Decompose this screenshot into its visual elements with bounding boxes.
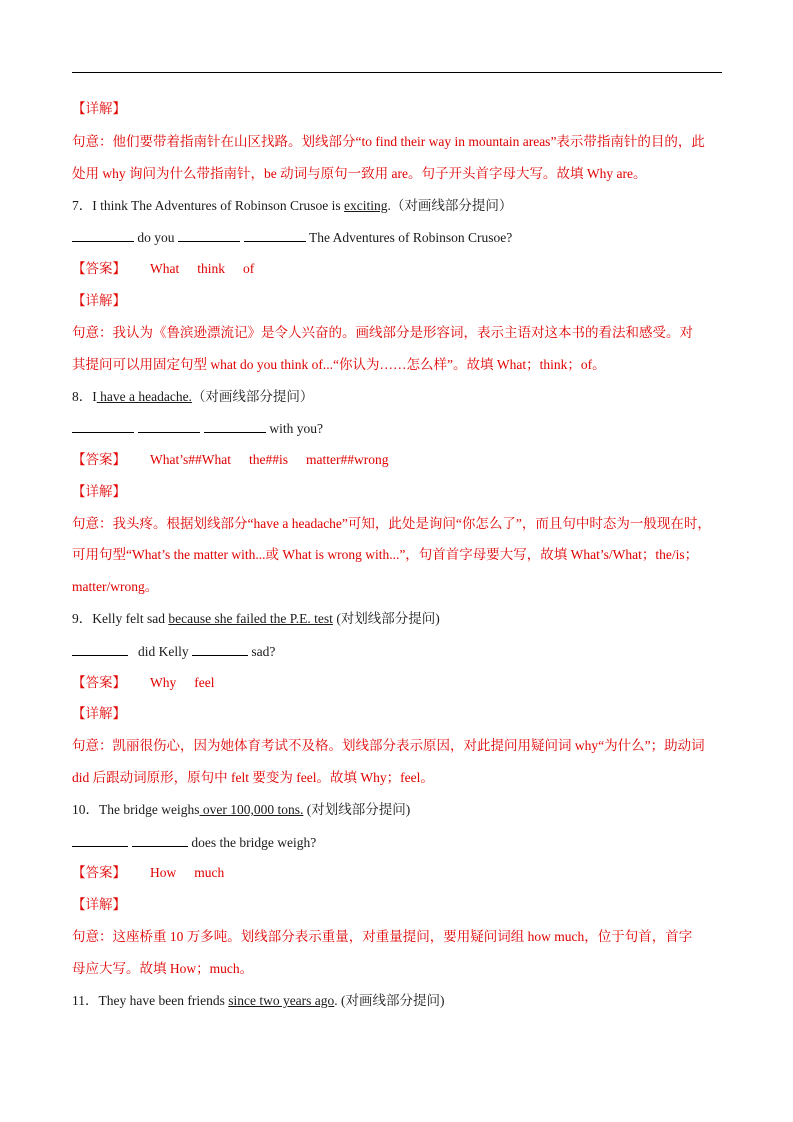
- q8-blank-1[interactable]: [72, 417, 134, 433]
- q8-detail-line3: matter/wrong。: [72, 579, 159, 594]
- q10-answer: [72, 862, 724, 884]
- q6-detail-line2: 处用 why 询问为什么带指南针，be 动词与原句一致用 are。句子开头首字母大写。故填 Why are。: [72, 166, 647, 181]
- q10-text-pre: The bridge weighs: [99, 802, 200, 817]
- q7-detail-line1: 句意：我认为《鲁滨逊漂流记》是令人兴奋的。画线部分是形容词，表示主语对这本书的看法和感受。对: [72, 325, 693, 340]
- q8-blank-2[interactable]: [138, 417, 200, 433]
- q7-fill-end: The Adventures of Robinson Crusoe?: [305, 230, 513, 245]
- q9-blank-2[interactable]: [192, 640, 248, 656]
- q9-answer-2: feel: [194, 675, 215, 690]
- q8-detail-line2: 可用句型“What’s the matter with...或 What is wrong with...”，句首首字母要大写，故填 What’s/What；the/is；: [72, 547, 699, 562]
- q7-blank-1[interactable]: [72, 226, 134, 242]
- q9-answer-1: Why: [150, 675, 177, 690]
- q10-answer-label: 【答案】: [72, 865, 126, 880]
- q6-detail-label: 【详解】: [72, 101, 126, 116]
- q10-answer-1: How: [150, 865, 177, 880]
- q7-answer-label: 【答案】: [72, 261, 126, 276]
- q11-underlined: since two years ago: [228, 993, 335, 1008]
- q7-blank-3[interactable]: [244, 226, 306, 242]
- q8-question: [72, 386, 724, 408]
- q9-fill-mid: did Kelly: [138, 644, 192, 659]
- q7-number: 7．: [72, 198, 93, 213]
- q8-text-post: （对画线部分提问）: [191, 389, 314, 404]
- q9-fill-line: [72, 640, 724, 662]
- q8-fill-end: with you?: [266, 421, 323, 436]
- q9-blank-1[interactable]: [72, 640, 128, 656]
- q8-answer: [72, 449, 724, 471]
- q8-fill-line: [72, 417, 724, 439]
- q7-detail-label: 【详解】: [72, 293, 126, 308]
- q7-underlined: exciting: [343, 198, 388, 213]
- q7-fill-mid: do you: [134, 230, 178, 245]
- q10-fill-line: [72, 831, 724, 853]
- q8-underlined: have a headache.: [96, 389, 192, 404]
- q10-number: 10．: [72, 802, 99, 817]
- q10-underlined: over 100,000 tons.: [199, 802, 304, 817]
- header-rule: [72, 72, 722, 73]
- q9-text-pre: Kelly felt sad: [92, 611, 169, 626]
- q7-detail-line2: 其提问可以用固定句型 what do you think of...“你认为……怎么样”。故填 What；think；of。: [72, 357, 606, 372]
- q7-answer: [72, 258, 724, 280]
- q9-answer: [72, 672, 724, 694]
- q7-answer-3: of: [243, 261, 255, 276]
- q9-detail-line2: did 后跟动词原形，原句中 felt 要变为 feel。故填 Why；feel。: [72, 770, 434, 785]
- q11-number: 11．: [72, 993, 99, 1008]
- q7-answer-2: think: [197, 261, 226, 276]
- q7-answer-1: What: [150, 261, 180, 276]
- q8-answer-1: What’s##What: [150, 452, 231, 467]
- q11-question: [72, 990, 724, 1012]
- q9-number: 9．: [72, 611, 93, 626]
- q10-text-post: (对划线部分提问): [303, 802, 411, 817]
- q9-question: [72, 608, 724, 630]
- q9-text-post: (对划线部分提问): [332, 611, 440, 626]
- q8-detail-label: 【详解】: [72, 484, 126, 499]
- q6-detail-line1: 句意：他们要带着指南针在山区找路。划线部分“to find their way in mountain areas”表示带指南针的目的，此: [72, 134, 705, 149]
- q7-question: [72, 195, 724, 217]
- q10-question: [72, 799, 724, 821]
- q7-text-pre: I think The Adventures of Robinson Crusoe is: [92, 198, 344, 213]
- q7-blank-2[interactable]: [178, 226, 240, 242]
- q8-number: 8．: [72, 389, 93, 404]
- q8-answer-2: the##is: [248, 452, 288, 467]
- q7-fill-line: [72, 226, 724, 248]
- q9-underlined: because she failed the P.E. test: [168, 611, 333, 626]
- q9-answer-label: 【答案】: [72, 675, 126, 690]
- q10-detail-line2: 母应大写。故填 How；much。: [72, 961, 254, 976]
- q9-detail-line1: 句意：凯丽很伤心，因为她体育考试不及格。划线部分表示原因，对此提问用疑问词 why“为什么”；助动词: [72, 738, 705, 753]
- q10-answer-2: much: [194, 865, 225, 880]
- q9-detail-label: 【详解】: [72, 706, 126, 721]
- q10-detail-label: 【详解】: [72, 897, 126, 912]
- q11-text-post: . (对画线部分提问): [334, 993, 445, 1008]
- q10-detail-line1: 句意：这座桥重 10 万多吨。划线部分表示重量，对重量提问，要用疑问词组 how much，位于句首，首字: [72, 929, 693, 944]
- q8-text-pre: I: [92, 389, 97, 404]
- q8-answer-3: matter##wrong: [305, 452, 389, 467]
- q8-blank-3[interactable]: [204, 417, 266, 433]
- q10-fill-end: does the bridge weigh?: [188, 835, 317, 850]
- q10-blank-1[interactable]: [72, 831, 128, 847]
- q7-text-post: .（对画线部分提问）: [387, 198, 513, 213]
- q11-text-pre: They have been friends: [98, 993, 229, 1008]
- q10-blank-2[interactable]: [132, 831, 188, 847]
- q9-fill-end: sad?: [248, 644, 276, 659]
- q8-detail-line1: 句意：我头疼。根据划线部分“have a headache”可知，此处是询问“你怎么了”，而且句中时态为一般现在时，: [72, 516, 711, 531]
- q8-answer-label: 【答案】: [72, 452, 126, 467]
